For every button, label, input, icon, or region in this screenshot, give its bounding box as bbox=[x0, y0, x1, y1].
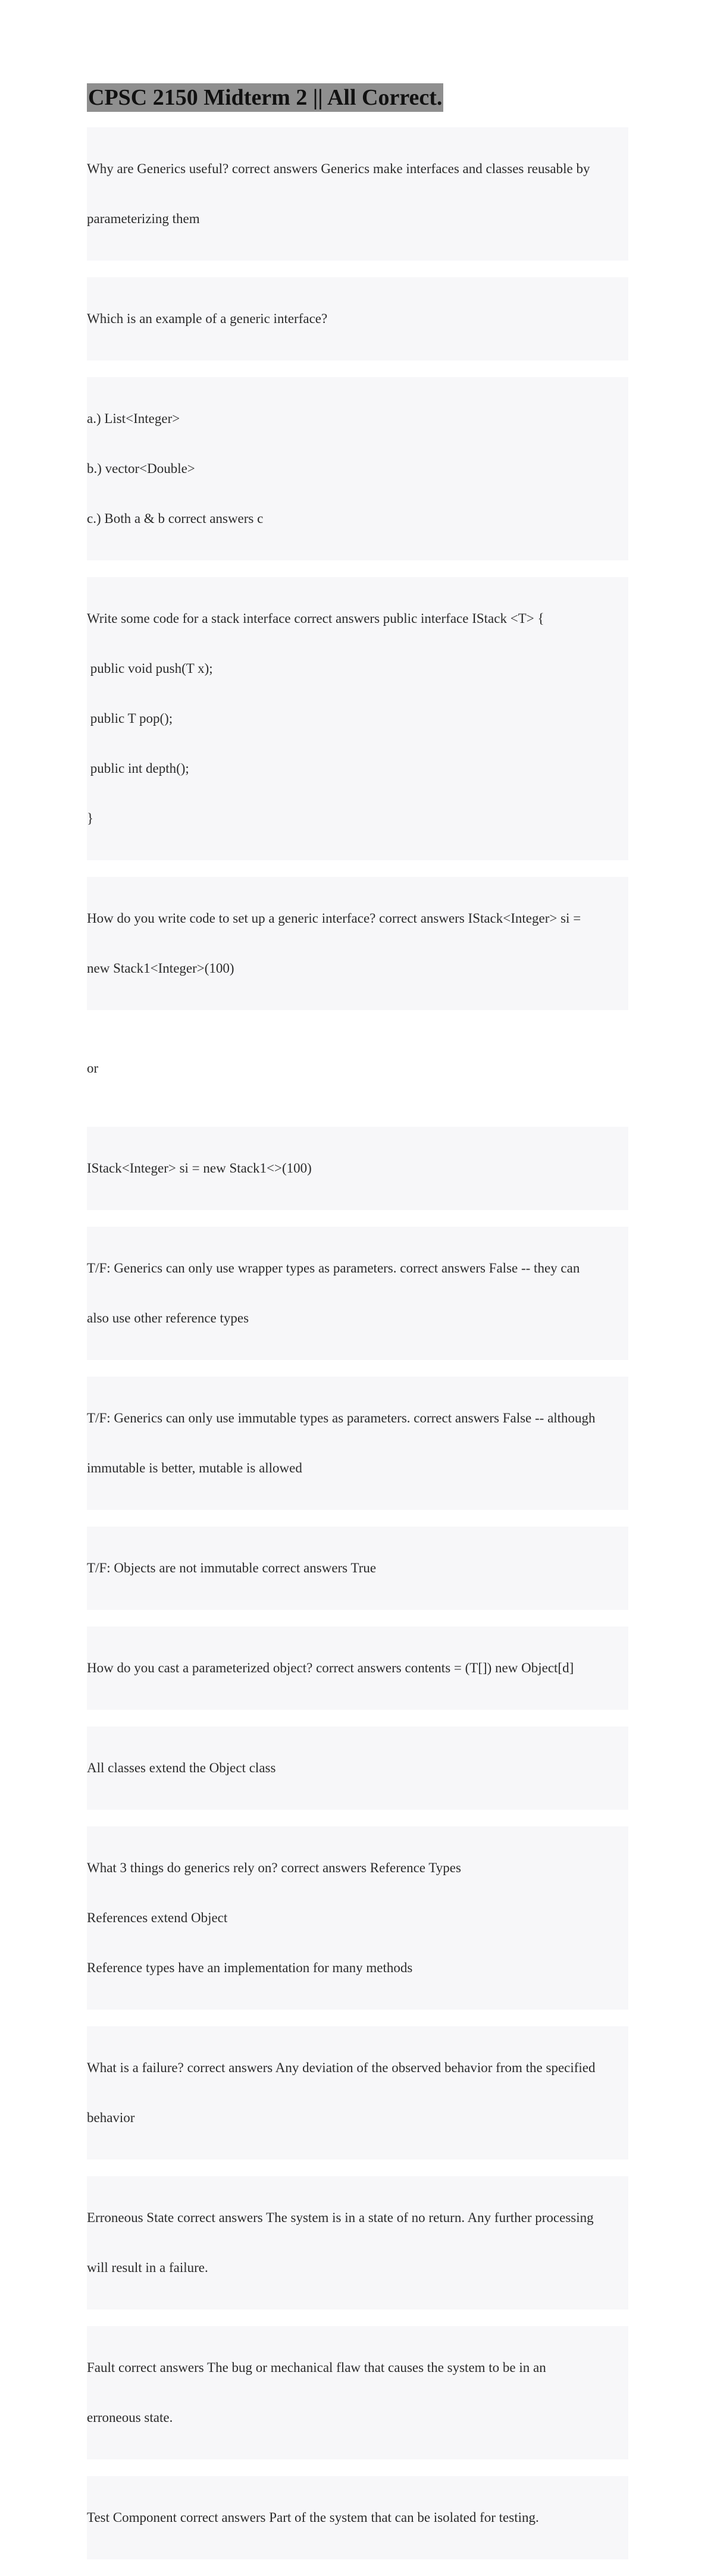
document-page bbox=[87, 83, 628, 2576]
text-line: References extend Object bbox=[87, 1910, 228, 1925]
document-title: CPSC 2150 Midterm 2 || All Correct. bbox=[87, 83, 443, 112]
paragraph bbox=[87, 1826, 628, 2010]
text-line: What is a failure? correct answers Any deviation of the observed behavior from the specified bbox=[87, 2060, 596, 2075]
text-line: Reference types have an implementation for many methods bbox=[87, 1960, 413, 1975]
text-line: What 3 things do generics rely on? correct answers Reference Types bbox=[87, 1860, 461, 1875]
paragraph bbox=[87, 1527, 628, 1610]
text-line: Test Component correct answers Part of the system that can be isolated for testing. bbox=[87, 2510, 539, 2525]
paragraph bbox=[87, 1127, 628, 1210]
text-line: b.) vector<Double> bbox=[87, 461, 195, 476]
text-line: also use other reference types bbox=[87, 1311, 249, 1325]
paragraph bbox=[87, 377, 628, 560]
paragraph bbox=[87, 277, 628, 361]
text-line: a.) List<Integer> bbox=[87, 411, 180, 426]
paragraph bbox=[87, 2476, 628, 2559]
text-line: Which is an example of a generic interface? bbox=[87, 311, 328, 326]
text-line: Fault correct answers The bug or mechanical flaw that causes the system to be in an bbox=[87, 2360, 546, 2375]
paragraph bbox=[87, 2026, 628, 2160]
text-line: new Stack1<Integer>(100) bbox=[87, 961, 234, 976]
text-line: immutable is better, mutable is allowed bbox=[87, 1461, 302, 1475]
text-line: Why are Generics useful? correct answers Generics make interfaces and classes reusable by bbox=[87, 161, 590, 176]
text-line: public T pop(); bbox=[87, 711, 173, 726]
paragraph bbox=[87, 577, 628, 860]
text-line: T/F: Generics can only use wrapper types as parameters. correct answers False -- they can bbox=[87, 1261, 580, 1276]
text-line: T/F: Generics can only use immutable types as parameters. correct answers False -- although bbox=[87, 1411, 596, 1425]
text-line: How do you cast a parameterized object? correct answers contents = (T[]) new Object[d] bbox=[87, 1660, 574, 1675]
text-line: public int depth(); bbox=[87, 761, 189, 776]
text-line: Write some code for a stack interface correct answers public interface IStack <T> { bbox=[87, 611, 544, 626]
text-line: How do you write code to set up a generic interface? correct answers IStack<Integer> si = bbox=[87, 911, 581, 926]
paragraph bbox=[87, 2326, 628, 2459]
text-line: } bbox=[87, 811, 94, 826]
paragraph bbox=[87, 1627, 628, 1710]
text-line: IStack<Integer> si = new Stack1<>(100) bbox=[87, 1161, 312, 1176]
paragraph bbox=[87, 2176, 628, 2309]
paragraph bbox=[87, 1227, 628, 1360]
text-line: behavior bbox=[87, 2110, 135, 2125]
text-line: erroneous state. bbox=[87, 2410, 173, 2425]
text-line: public void push(T x); bbox=[87, 661, 213, 676]
paragraph bbox=[87, 1027, 628, 1110]
paragraph bbox=[87, 1726, 628, 1810]
paragraph bbox=[87, 877, 628, 1010]
text-line: c.) Both a & b correct answers c bbox=[87, 511, 264, 526]
text-line: parameterizing them bbox=[87, 211, 200, 226]
text-line: or bbox=[87, 1061, 99, 1076]
paragraph bbox=[87, 127, 628, 261]
paragraph bbox=[87, 1377, 628, 1510]
text-line: will result in a failure. bbox=[87, 2260, 208, 2275]
text-line: Erroneous State correct answers The system is in a state of no return. Any further processing bbox=[87, 2210, 594, 2225]
text-line: All classes extend the Object class bbox=[87, 1760, 276, 1775]
text-line: T/F: Objects are not immutable correct answers True bbox=[87, 1560, 377, 1575]
